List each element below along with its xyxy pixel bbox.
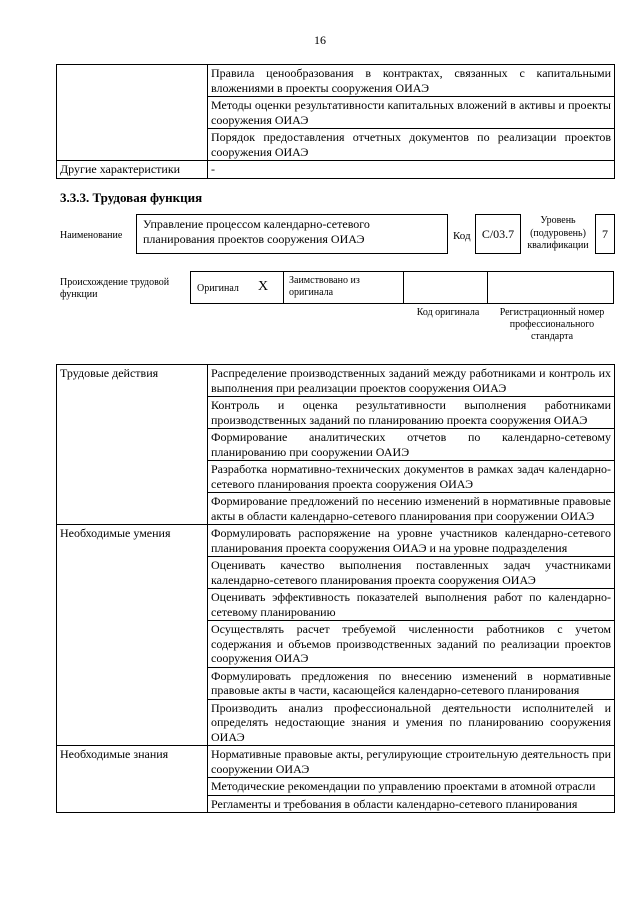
list-item: Формирование предложений по несению изменений в нормативные правовые акты в области календарно-сетевого планирования при сооружении ОИАЭ <box>208 493 615 525</box>
section-title: Необходимые знания <box>57 746 208 813</box>
level-value: 7 <box>602 227 608 241</box>
list-item: Формирование аналитических отчетов по календарно-сетевому планированию при сооружении ОАИЭ <box>208 429 615 461</box>
list-item: Осуществлять расчет требуемой численности работников с учетом содержания и объемов производственных заданий по реализации проектов сооружения ОИАЭ <box>208 621 615 668</box>
code-label: Код <box>453 230 471 242</box>
table-row <box>57 161 615 179</box>
list-item: Нормативные правовые акты, регулирующие строительную деятельность при сооружении ОИАЭ <box>208 746 615 778</box>
origin-label: Происхождение трудовой функции <box>60 277 170 300</box>
function-name-value: Управление процессом календарно-сетевого планирования проектов сооружения ОИАЭ <box>143 217 370 246</box>
borrowed-label: Заимствовано из оригинала <box>289 275 360 298</box>
level-box <box>595 214 615 254</box>
table-row <box>57 525 615 557</box>
previous-characteristics-table <box>56 64 615 179</box>
list-item: Методы оценки результативности капитальных вложений в активы и проекты сооружения ОИАЭ <box>208 97 615 129</box>
origin-box <box>190 271 614 304</box>
empty-label-cell <box>57 65 208 161</box>
list-item: Регламенты и требования в области календарно-сетевого планирования <box>208 795 615 813</box>
divider <box>403 271 404 304</box>
list-item: Правила ценообразования в контрактах, связанных с капитальными вложениями в проекты сооружения ОИАЭ <box>208 65 615 97</box>
list-item: Производить анализ профессиональной деятельности исполнителей и определять недостающие знания и умения по планированию сооружения ОИАЭ <box>208 699 615 746</box>
page-number: 16 <box>314 33 326 47</box>
list-item: Распределение производственных заданий между работниками и контроль их выполнения при реализации проектов сооружения ОИАЭ <box>208 365 615 397</box>
level-label: Уровень (подуровень) квалификации <box>527 215 589 251</box>
list-item: Оценивать качество выполнения поставленных задач участниками календарно-сетевого планирования проекта сооружения ОИАЭ <box>208 557 615 589</box>
list-item: Формулировать распоряжение на уровне участников календарно-сетевого планирования проекта сооружения ОИАЭ и на уровне подразделения <box>208 525 615 557</box>
section-title: Трудовые действия <box>57 365 208 525</box>
table-row <box>57 65 615 97</box>
list-item: Методические рекомендации по управлению проектами в атомной отрасли <box>208 778 615 796</box>
list-item: Разработка нормативно-технических документов в рамках задач календарно-сетевого планирования проекта сооружения ОИАЭ <box>208 461 615 493</box>
table-row <box>57 365 615 397</box>
code-original-caption: Код оригинала <box>416 307 480 318</box>
reg-number-caption: Регистрационный номер профессионального стандарта <box>499 307 605 342</box>
function-name-box <box>136 214 448 254</box>
name-label: Наименование <box>60 230 123 241</box>
other-characteristics-label: Другие характеристики <box>57 161 208 179</box>
section-title: Необходимые умения <box>57 525 208 746</box>
list-item: Порядок предоставления отчетных документов по реализации проектов сооружения ОИАЭ <box>208 129 615 161</box>
code-value: C/03.7 <box>481 227 515 241</box>
divider <box>283 271 284 304</box>
section-heading: 3.3.3. Трудовая функция <box>60 190 203 205</box>
table-row <box>57 746 615 778</box>
original-mark: X <box>258 279 269 294</box>
list-item: Оценивать эффективность показателей выполнения работ по календарно-сетевому планированию <box>208 589 615 621</box>
divider <box>487 271 488 304</box>
function-details-table <box>56 364 615 813</box>
original-label: Оригинал <box>197 283 239 294</box>
list-item: Контроль и оценка результативности выполнения работниками производственных заданий по планированию проекта сооружения ОИАЭ <box>208 397 615 429</box>
code-box <box>475 214 521 254</box>
other-characteristics-value: - <box>208 161 615 179</box>
list-item: Формулировать предложения по внесению изменений в нормативные правовые акты в части, касающейся календарно-сетевого планирования <box>208 667 615 699</box>
